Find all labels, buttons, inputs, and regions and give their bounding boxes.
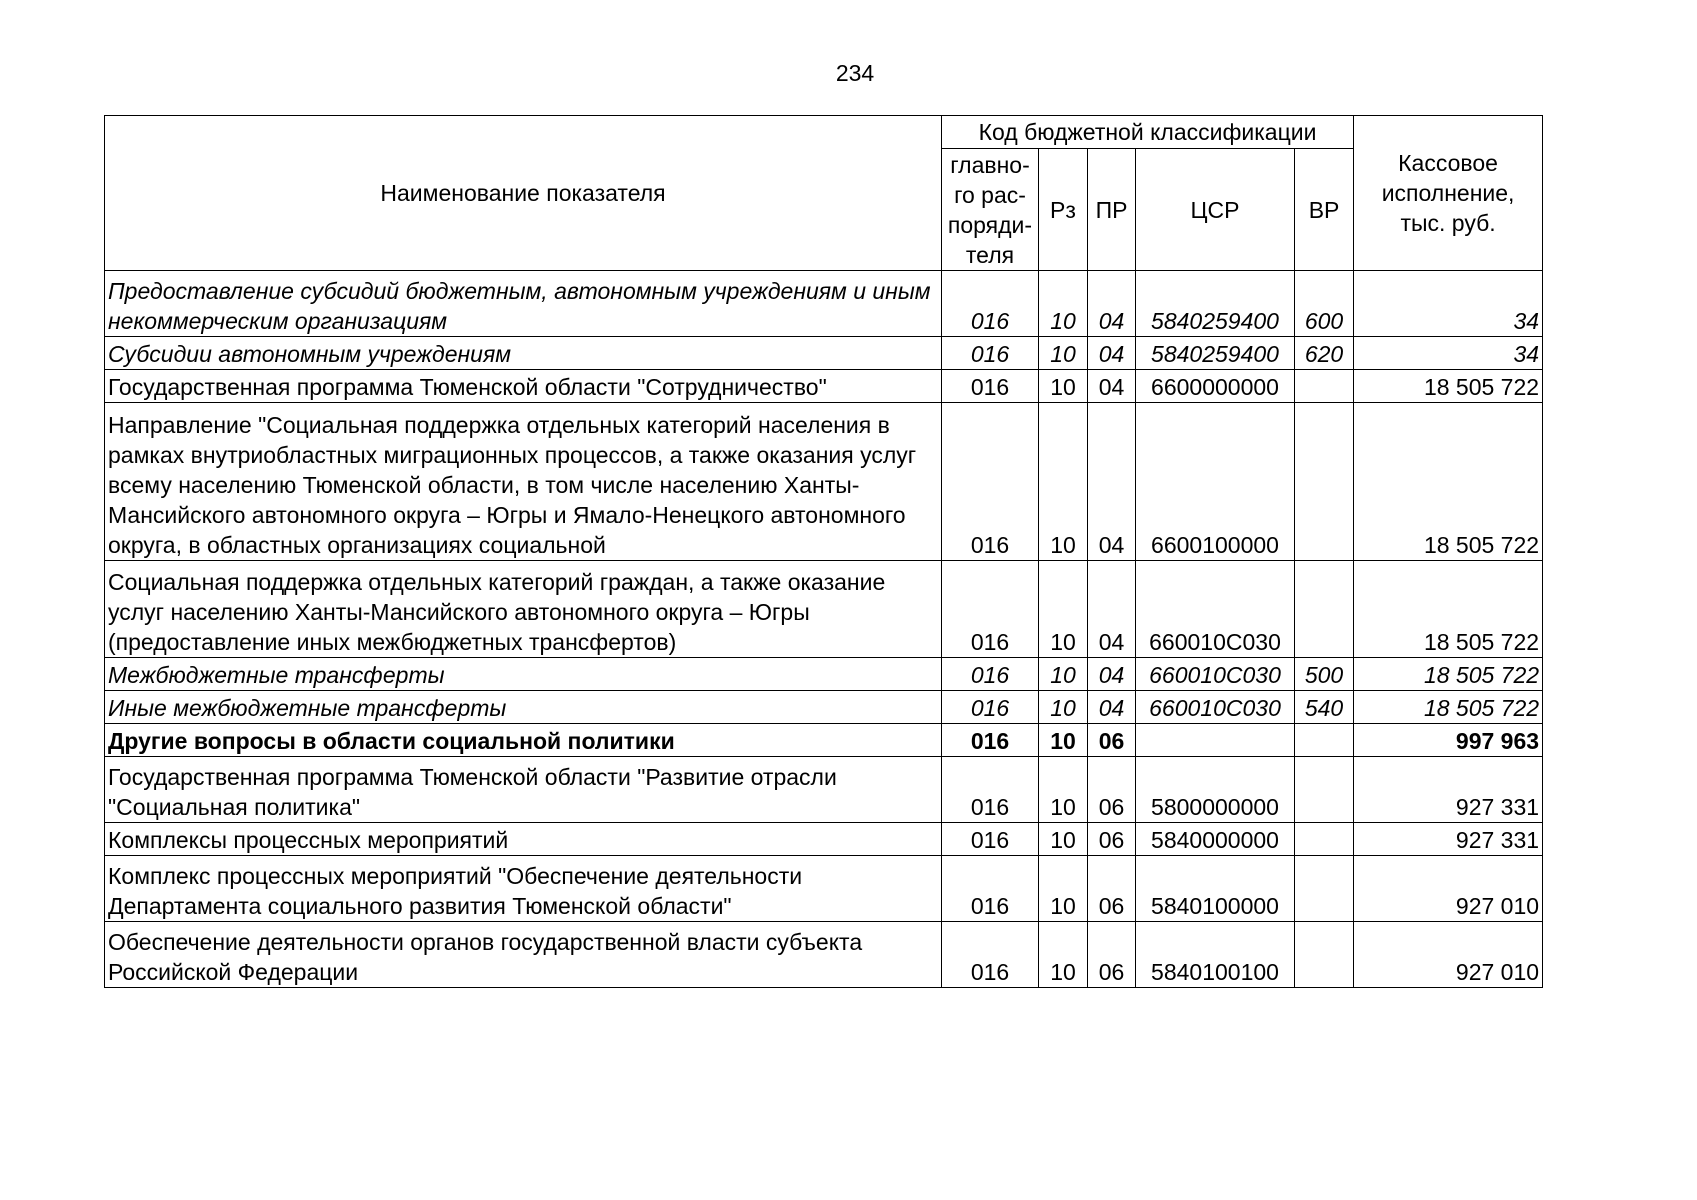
budget-table — [104, 115, 1543, 988]
table-row — [105, 658, 1543, 691]
cell-amount: 34 — [1354, 337, 1543, 370]
cell-pr: 06 — [1088, 724, 1136, 757]
table-row — [105, 823, 1543, 856]
cell-chief-manager: 016 — [942, 823, 1039, 856]
cell-vr — [1295, 403, 1354, 561]
cell-name: Субсидии автономным учреждениям — [105, 337, 942, 370]
cell-name: Иные межбюджетные трансферты — [105, 691, 942, 724]
cell-rz: 10 — [1039, 856, 1088, 922]
cell-vr — [1295, 922, 1354, 988]
cell-chief-manager: 016 — [942, 403, 1039, 561]
cell-name: Предоставление субсидий бюджетным, автономным учреждениям и иным некоммерческим организациям — [105, 271, 942, 337]
cell-csr: 6600100000 — [1136, 403, 1295, 561]
cell-chief-manager: 016 — [942, 658, 1039, 691]
cell-pr: 06 — [1088, 823, 1136, 856]
header-csr: ЦСР — [1136, 149, 1295, 271]
cell-chief-manager: 016 — [942, 922, 1039, 988]
cell-name: Комплекс процессных мероприятий "Обеспечение деятельности Департамента социального развития Тюменской области" — [105, 856, 942, 922]
cell-chief-manager: 016 — [942, 370, 1039, 403]
cell-amount: 997 963 — [1354, 724, 1543, 757]
header-code-group: Код бюджетной классификации — [942, 116, 1354, 149]
cell-vr: 620 — [1295, 337, 1354, 370]
cell-rz: 10 — [1039, 370, 1088, 403]
cell-vr: 540 — [1295, 691, 1354, 724]
header-rz: Рз — [1039, 149, 1088, 271]
cell-pr: 04 — [1088, 370, 1136, 403]
cell-pr: 06 — [1088, 856, 1136, 922]
cell-pr: 06 — [1088, 922, 1136, 988]
cell-chief-manager: 016 — [942, 691, 1039, 724]
cell-rz: 10 — [1039, 337, 1088, 370]
page-number: 234 — [835, 60, 875, 86]
cell-rz: 10 — [1039, 922, 1088, 988]
cell-name: Обеспечение деятельности органов государственной власти субъекта Российской Федерации — [105, 922, 942, 988]
cell-rz: 10 — [1039, 691, 1088, 724]
cell-pr: 04 — [1088, 561, 1136, 658]
cell-chief-manager: 016 — [942, 856, 1039, 922]
cell-vr — [1295, 370, 1354, 403]
cell-vr: 600 — [1295, 271, 1354, 337]
header-chief-manager: главно- го рас- поряди- теля — [942, 149, 1039, 271]
cell-amount: 18 505 722 — [1354, 370, 1543, 403]
table-row — [105, 370, 1543, 403]
cell-csr: 660010С030 — [1136, 561, 1295, 658]
cell-amount: 18 505 722 — [1354, 561, 1543, 658]
table-row — [105, 724, 1543, 757]
cell-vr — [1295, 724, 1354, 757]
table-row — [105, 337, 1543, 370]
cell-pr: 04 — [1088, 271, 1136, 337]
cell-vr — [1295, 757, 1354, 823]
cell-chief-manager: 016 — [942, 757, 1039, 823]
cell-csr: 5840000000 — [1136, 823, 1295, 856]
table-row — [105, 561, 1543, 658]
cell-csr: 6600000000 — [1136, 370, 1295, 403]
cell-vr — [1295, 856, 1354, 922]
cell-chief-manager: 016 — [942, 561, 1039, 658]
cell-name: Социальная поддержка отдельных категорий граждан, а также оказание услуг населению Ханты-Мансийского автономного округа – Югры (предоставление иных межбюджетных трансфертов) — [105, 561, 942, 658]
cell-amount: 18 505 722 — [1354, 658, 1543, 691]
table-row — [105, 403, 1543, 561]
cell-rz: 10 — [1039, 403, 1088, 561]
cell-amount: 927 010 — [1354, 922, 1543, 988]
cell-chief-manager: 016 — [942, 337, 1039, 370]
table-row — [105, 856, 1543, 922]
table-row — [105, 922, 1543, 988]
cell-pr: 04 — [1088, 337, 1136, 370]
cell-amount: 927 010 — [1354, 856, 1543, 922]
table-body — [105, 271, 1543, 988]
cell-amount: 18 505 722 — [1354, 403, 1543, 561]
cell-csr: 660010С030 — [1136, 658, 1295, 691]
cell-amount: 34 — [1354, 271, 1543, 337]
table-header — [105, 116, 1543, 271]
cell-csr: 5840100100 — [1136, 922, 1295, 988]
cell-csr: 5840259400 — [1136, 271, 1295, 337]
cell-chief-manager: 016 — [942, 724, 1039, 757]
cell-name: Направление "Социальная поддержка отдельных категорий населения в рамках внутриобластных миграционных процессов, а также оказания услуг всему населению Тюменской области, в том числе населению Ханты-Мансийского автономного округа – Югры и Ямало-Ненецкого автономного округа, в областных организациях социальной — [105, 403, 942, 561]
cell-name: Комплексы процессных мероприятий — [105, 823, 942, 856]
cell-rz: 10 — [1039, 561, 1088, 658]
cell-name: Межбюджетные трансферты — [105, 658, 942, 691]
cell-name: Государственная программа Тюменской области "Развитие отрасли "Социальная политика" — [105, 757, 942, 823]
cell-name: Государственная программа Тюменской области "Сотрудничество" — [105, 370, 942, 403]
cell-rz: 10 — [1039, 271, 1088, 337]
header-vr: ВР — [1295, 149, 1354, 271]
cell-pr: 04 — [1088, 691, 1136, 724]
cell-chief-manager: 016 — [942, 271, 1039, 337]
cell-vr — [1295, 823, 1354, 856]
cell-pr: 04 — [1088, 403, 1136, 561]
table-row — [105, 691, 1543, 724]
cell-csr: 5800000000 — [1136, 757, 1295, 823]
cell-vr: 500 — [1295, 658, 1354, 691]
cell-pr: 04 — [1088, 658, 1136, 691]
cell-rz: 10 — [1039, 724, 1088, 757]
cell-vr — [1295, 561, 1354, 658]
cell-rz: 10 — [1039, 757, 1088, 823]
header-amount: Кассовое исполнение, тыс. руб. — [1354, 116, 1543, 271]
cell-amount: 18 505 722 — [1354, 691, 1543, 724]
cell-pr: 06 — [1088, 757, 1136, 823]
cell-rz: 10 — [1039, 823, 1088, 856]
cell-amount: 927 331 — [1354, 823, 1543, 856]
cell-csr: 5840259400 — [1136, 337, 1295, 370]
cell-rz: 10 — [1039, 658, 1088, 691]
cell-csr: 660010С030 — [1136, 691, 1295, 724]
cell-amount: 927 331 — [1354, 757, 1543, 823]
table-row — [105, 757, 1543, 823]
cell-csr: 5840100000 — [1136, 856, 1295, 922]
table-row — [105, 271, 1543, 337]
cell-name: Другие вопросы в области социальной политики — [105, 724, 942, 757]
cell-csr — [1136, 724, 1295, 757]
header-name: Наименование показателя — [105, 116, 942, 271]
header-pr: ПР — [1088, 149, 1136, 271]
